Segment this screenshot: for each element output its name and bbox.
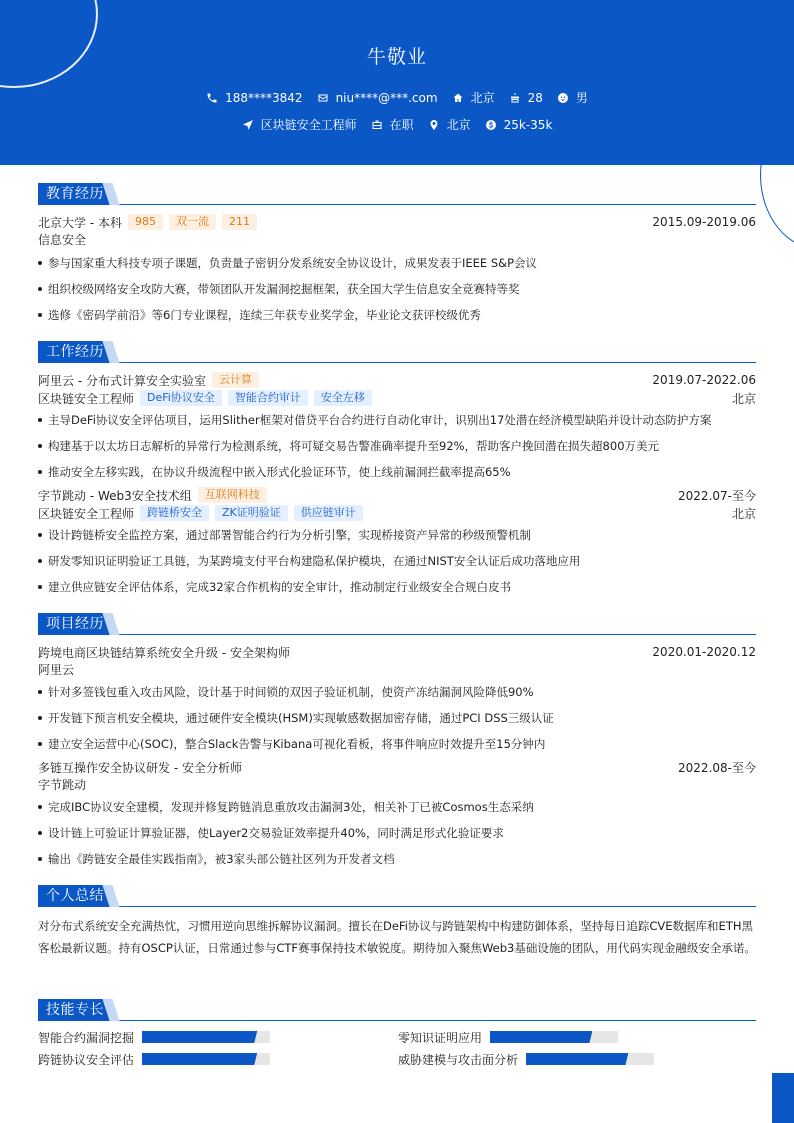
email-text: niu****@***.com <box>335 90 438 105</box>
job-role: 区块链安全工程师 <box>38 391 135 406</box>
skill-level-fill <box>526 1053 628 1065</box>
education-bullets <box>38 250 756 328</box>
list-item: 参与国家重大科技专项子课题，负责量子密钥分发系统安全协议设计，成果发表于IEEE S&P会议 <box>38 250 756 276</box>
phone-info <box>206 91 302 105</box>
skill-level-bar <box>490 1031 618 1043</box>
section-header <box>38 613 756 635</box>
status-info <box>371 116 414 133</box>
age-info <box>509 91 543 105</box>
skill-level-bar <box>142 1053 270 1065</box>
gender-text: 男 <box>575 91 588 105</box>
school-name: 北京大学 - 本科 <box>38 215 122 230</box>
education-date: 2015.09-2019.06 <box>652 215 756 229</box>
project-date: 2022.08-至今 <box>678 760 756 775</box>
location-info <box>428 116 471 133</box>
education-section <box>38 183 756 328</box>
job-date: 2019.07-2022.06 <box>652 373 756 387</box>
gender-info <box>557 89 588 106</box>
skill-name: 跨链协议安全评估 <box>38 1052 135 1067</box>
skill-tag: 跨链桥安全 <box>140 505 209 521</box>
project-bullets <box>38 679 756 757</box>
project-bullets <box>38 794 756 872</box>
skill-tag: 安全左移 <box>314 390 372 406</box>
skill-level-fill <box>490 1031 592 1043</box>
list-item: 完成IBC协议安全建模，发现并修复跨链消息重放攻击漏洞3处，相关补丁已被Cosmos生态采纳 <box>38 794 756 820</box>
school-tag: 985 <box>128 214 163 230</box>
job-role: 区块链安全工程师 <box>38 506 135 521</box>
list-item: 研发零知识证明验证工具链，为某跨境支付平台构建隐私保护模块，在通过NIST安全认证后成功落地应用 <box>38 548 756 574</box>
school-tag: 双一流 <box>169 214 216 230</box>
section-title: 个人总结 <box>38 885 112 907</box>
company-name: 字节跳动 - Web3安全技术组 <box>38 488 192 503</box>
skill-level-bar <box>142 1031 270 1043</box>
project-header <box>38 758 756 776</box>
money-icon <box>485 119 497 131</box>
corner-decoration <box>772 1073 794 1123</box>
section-title: 教育经历 <box>38 183 112 205</box>
cake-icon <box>509 92 521 104</box>
skill-name: 威胁建模与攻击面分析 <box>398 1052 519 1067</box>
age-text: 28 <box>527 90 543 105</box>
section-header <box>38 999 756 1021</box>
project-date: 2020.01-2020.12 <box>652 645 756 659</box>
job-bullets <box>38 407 756 485</box>
project-org: 阿里云 <box>38 663 75 677</box>
briefcase-icon <box>371 119 383 131</box>
job-header <box>38 371 756 389</box>
target-role-info <box>242 116 357 133</box>
location-icon <box>428 119 440 131</box>
section-header <box>38 885 756 907</box>
home-icon <box>452 92 464 104</box>
skill-tag: 智能合约审计 <box>228 390 308 406</box>
job-intent-row <box>0 116 794 133</box>
skill-name: 智能合约漏洞挖掘 <box>38 1030 135 1045</box>
skill-item <box>398 1031 756 1043</box>
job-role-row <box>38 389 756 407</box>
phone-icon <box>206 92 218 104</box>
school-tag: 211 <box>222 214 257 230</box>
contact-row <box>0 89 794 106</box>
skill-tag: ZK证明验证 <box>215 505 288 521</box>
skills-grid <box>38 1031 756 1065</box>
section-title: 技能专长 <box>38 999 112 1021</box>
list-item: 组织校级网络安全攻防大赛，带领团队开发漏洞挖掘框架，获全国大学生信息安全竞赛特等奖 <box>38 276 756 302</box>
location-text: 北京 <box>446 118 471 132</box>
candidate-name: 牛敬业 <box>366 46 427 68</box>
job-city: 北京 <box>731 391 756 406</box>
resume-header <box>0 0 794 165</box>
job-city: 北京 <box>731 506 756 521</box>
project-name: 跨境电商区块链结算系统安全升级 - 安全架构师 <box>38 645 290 660</box>
list-item: 选修《密码学前沿》等6门专业课程，连续三年获专业奖学金，毕业论文获评校级优秀 <box>38 302 756 328</box>
email-info <box>317 91 438 105</box>
skill-level-fill <box>142 1031 257 1043</box>
industry-tag: 互联网科技 <box>198 487 267 503</box>
list-item: 设计跨链桥安全监控方案，通过部署智能合约行为分析引擎，实现桥接资产异常的秒级预警机制 <box>38 522 756 548</box>
work-section <box>38 341 756 600</box>
skill-item <box>38 1031 398 1043</box>
list-item: 建立安全运营中心(SOC)，整合Slack告警与Kibana可视化看板，将事件响应时效提升至15分钟内 <box>38 731 756 757</box>
section-header <box>38 183 756 205</box>
project-name: 多链互操作安全协议研发 - 安全分析师 <box>38 760 242 775</box>
list-item: 构建基于以太坊日志解析的异常行为检测系统，将可疑交易告警准确率提升至92%，帮助客户挽回潜在损失超800万美元 <box>38 433 756 459</box>
home-text: 北京 <box>470 91 495 105</box>
list-item: 输出《跨链安全最佳实践指南》，被3家头部公链社区列为开发者文档 <box>38 846 756 872</box>
company-name: 阿里云 - 分布式计算安全实验室 <box>38 373 206 388</box>
list-item: 建立供应链安全评估体系，完成32家合作机构的安全审计，推动制定行业级安全合规白皮书 <box>38 574 756 600</box>
project-org: 字节跳动 <box>38 778 87 792</box>
mail-icon <box>317 92 329 104</box>
summary-text: 对分布式系统安全充满热忱，习惯用逆向思维拆解协议漏洞。擅长在DeFi协议与跨链架构中构建防御体系，坚持每日追踪CVE数据库和ETH黑客松最新议题。持有OSCP认证，日常通过参与CTF赛事保持技术敏锐度。期待加入聚焦Web3基础设施的团队，用代码实现金融级安全承诺。 <box>38 919 756 955</box>
summary-section <box>38 885 756 959</box>
salary-text: 25k-35k <box>503 117 553 132</box>
salary-info <box>485 118 553 132</box>
phone-text: 188****3842 <box>225 90 303 105</box>
status-text: 在职 <box>389 118 414 132</box>
skill-tag: 供应链审计 <box>294 505 363 521</box>
section-header <box>38 341 756 363</box>
job-header <box>38 486 756 504</box>
job-bullets <box>38 522 756 600</box>
list-item: 开发链下预言机安全模块，通过硬件安全模块(HSM)实现敏感数据加密存储，通过PCI DSS三级认证 <box>38 705 756 731</box>
major: 信息安全 <box>38 233 87 247</box>
skill-level-fill <box>142 1053 257 1065</box>
skill-item <box>398 1053 756 1065</box>
list-item: 设计链上可验证计算验证器，使Layer2交易验证效率提升40%，同时满足形式化验证要求 <box>38 820 756 846</box>
job-date: 2022.07-至今 <box>678 488 756 503</box>
skill-tag: DeFi协议安全 <box>140 390 222 406</box>
home-info <box>452 89 495 106</box>
skill-name: 零知识证明应用 <box>398 1030 483 1045</box>
job-role-row <box>38 504 756 522</box>
skills-section <box>38 999 756 1065</box>
section-title: 项目经历 <box>38 613 112 635</box>
list-item: 针对多签钱包重入攻击风险，设计基于时间锁的双因子验证机制，使资产冻结漏洞风险降低90% <box>38 679 756 705</box>
target-role-text: 区块链安全工程师 <box>260 118 357 132</box>
gender-icon <box>557 92 569 104</box>
list-item: 推动安全左移实践，在协议升级流程中嵌入形式化验证环节，使上线前漏洞拦截率提高65% <box>38 459 756 485</box>
industry-tag: 云计算 <box>212 372 259 388</box>
education-entry <box>38 213 756 231</box>
send-icon <box>242 119 254 131</box>
skill-item <box>38 1053 398 1065</box>
list-item: 主导DeFi协议安全评估项目，运用Slither框架对借贷平台合约进行自动化审计，识别出17处潜在经济模型缺陷并设计动态防护方案 <box>38 407 756 433</box>
section-title: 工作经历 <box>38 341 112 363</box>
project-header <box>38 643 756 661</box>
projects-section <box>38 613 756 872</box>
skill-level-bar <box>526 1053 654 1065</box>
